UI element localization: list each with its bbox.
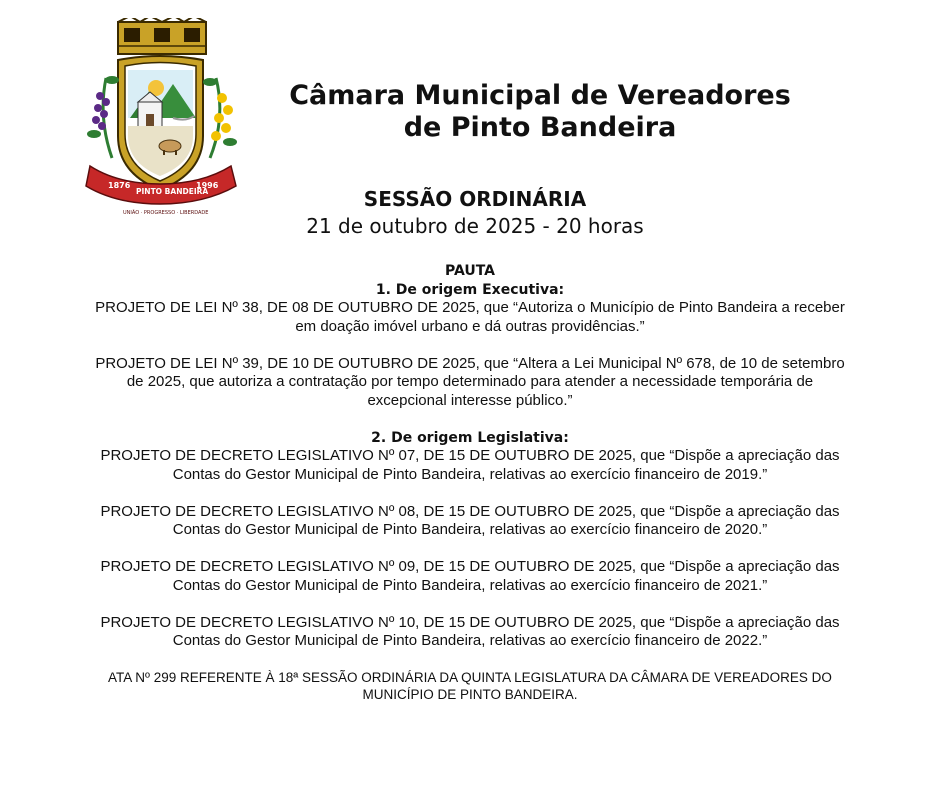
agenda-heading: PAUTA [444,263,496,279]
banner-year-right: 1996 [196,181,219,190]
agenda-item: PROJETO DE LEI Nº 38, DE 08 DE OUTUBRO DE 2025, que “Autoriza o Município de Pinto Bandeira a receber em doação imóvel urbano e dá outras providências.” [95,299,845,335]
title-line-2: de Pinto Bandeira [403,112,677,143]
legislative-heading: 2. De origem Legislativa: [371,429,569,446]
executive-heading: 1. De origem Executiva: [375,281,565,298]
session-name: SESSÃO ORDINÁRIA [363,187,587,211]
agenda-item: PROJETO DE DECRETO LEGISLATIVO Nº 07, DE 15 DE OUTUBRO DE 2025, que “Dispõe a apreciação das Contas do Gestor Municipal de Pinto Bandeira, relativas ao exercício financeiro de 2019.” [100,447,840,483]
agenda-item: PROJETO DE DECRETO LEGISLATIVO Nº 10, DE 15 DE OUTUBRO DE 2025, que “Dispõe a apreciação das Contas do Gestor Municipal de Pinto Bandeira, relativas ao exercício financeiro de 2022.” [100,613,840,649]
session-date: 21 de outubro de 2025 - 20 horas [306,214,644,238]
session-info [250,186,700,240]
agenda [40,262,900,703]
fruit-branch-icon [203,78,237,158]
agenda-item: PROJETO DE DECRETO LEGISLATIVO Nº 09, DE 15 DE OUTUBRO DE 2025, que “Dispõe a apreciação das Contas do Gestor Municipal de Pinto Bandeira, relativas ao exercício financeiro de 2021.” [100,558,840,594]
agenda-item: PROJETO DE DECRETO LEGISLATIVO Nº 08, DE 15 DE OUTUBRO DE 2025, que “Dispõe a apreciação das Contas do Gestor Municipal de Pinto Bandeira, relativas ao exercício financeiro de 2020.” [100,502,840,538]
municipal-coat-of-arms [78,18,243,218]
grape-vine-icon [87,76,119,158]
banner-name: PINTO BANDEIRA [136,187,209,196]
agenda-item: PROJETO DE LEI Nº 39, DE 10 DE OUTUBRO DE 2025, que “Altera a Lei Municipal Nº 678, de 10 de setembro de 2025, que autoriza a contratação por tempo determinado para atender a necessidade temporária de excepcional interesse público.” [95,354,845,409]
page-title [250,80,830,144]
banner-motto: UNIÃO · PROGRESSO · LIBERDADE [123,210,209,216]
title-line-1: Câmara Municipal de Vereadores [289,80,791,111]
banner-year-left: 1876 [108,181,131,190]
crown-icon [118,18,206,54]
minutes-note: ATA Nº 299 REFERENTE À 18ª SESSÃO ORDINÁRIA DA QUINTA LEGISLATURA DA CÂMARA DE VEREADORES DO MUNICÍPIO DE PINTO BANDEIRA. [108,670,832,702]
